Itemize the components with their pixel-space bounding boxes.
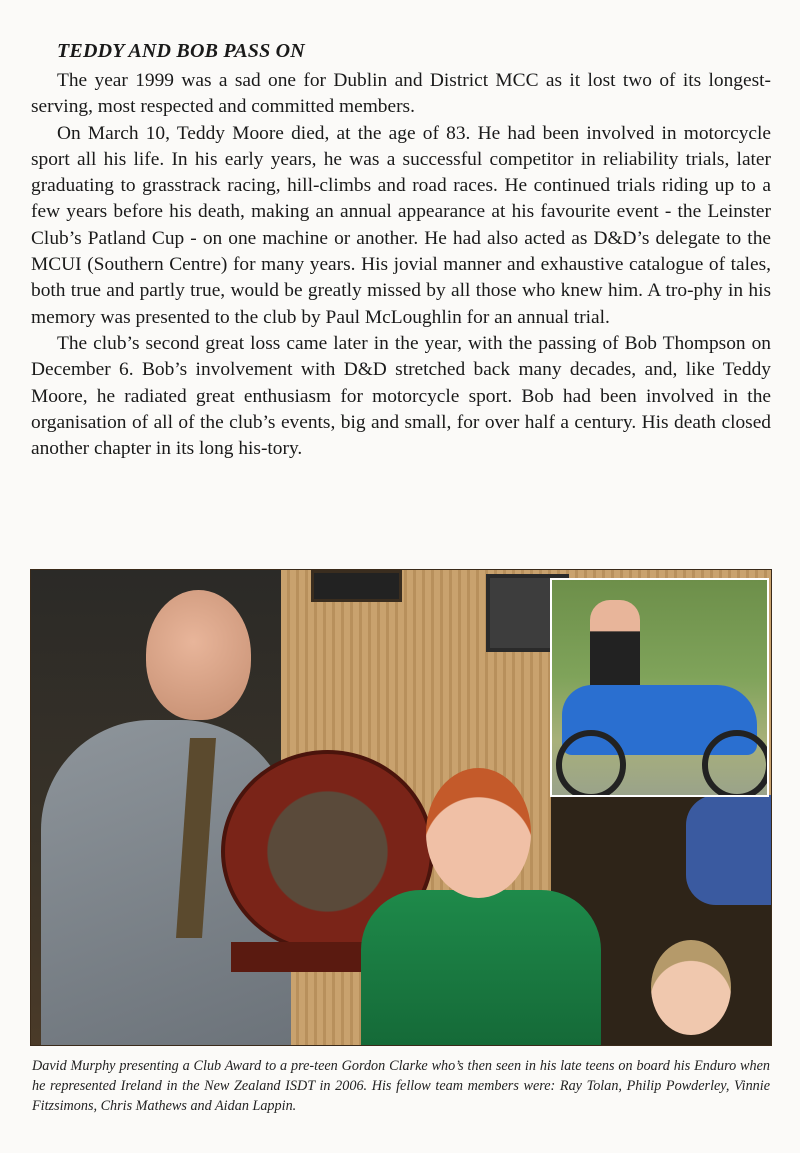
photo-caption: David Murphy presenting a Club Award to a pre-teen Gordon Clarke who’s then seen in his late teens on board his Enduro when he represented Ireland in the New Zealand ISDT in 2006. His fellow team members were: Ray Tolan, Philip Powderley, Vinnie Fitzsimons, Chris Mathews and Aidan Lappin. [32,1058,770,1115]
photo-wall-frame [311,570,402,602]
photo-inset-enduro-rider [550,578,769,797]
article-body [31,68,771,462]
photo-boy-green-sweater [361,890,601,1045]
inset-rear-wheel [702,730,769,797]
paragraph-3: The club’s second great loss came later in the year, with the passing of Bob Thompson on December 6. Bob’s involvement with D&D stretched back many decades, and, like Teddy Moore, he radiated great enthusiasm for motorcycle sport. Bob had been involved in the organisation of all of the club’s events, big and small, for over half a century. His death closed another chapter in its long his-tory. [31,332,771,460]
award-photograph [30,569,772,1046]
inset-front-wheel [556,730,626,797]
photo-boy-head [426,768,531,898]
paragraph-2: On March 10, Teddy Moore died, at the age of 83. He had been involved in motorcycle sport all his life. In his early years, he was a successful competitor in reliability trials, later graduating to grasstrack racing, hill-climbs and road races. He continued trials riding up to a few years before his death, making an annual appearance at his favourite event - the Leinster Club’s Patland Cup - on one machine or another. He had also acted as D&D’s delegate to the MCUI (Southern Centre) for many years. His jovial manner and exhaustive catalogue of tales, both true and partly true, would be greatly missed by all those who knew him. A tro-phy in his memory was presented to the club by Paul McLoughlin for an annual trial. [31,122,771,328]
article-heading: TEDDY AND BOB PASS ON [57,40,305,62]
paragraph-1: The year 1999 was a sad one for Dublin and District MCC as it lost two of its longest-serving, most respected and committed members. [31,70,771,118]
photo-child-head [651,940,731,1035]
photo-man-head [146,590,251,720]
photo-person-arm [686,795,771,905]
